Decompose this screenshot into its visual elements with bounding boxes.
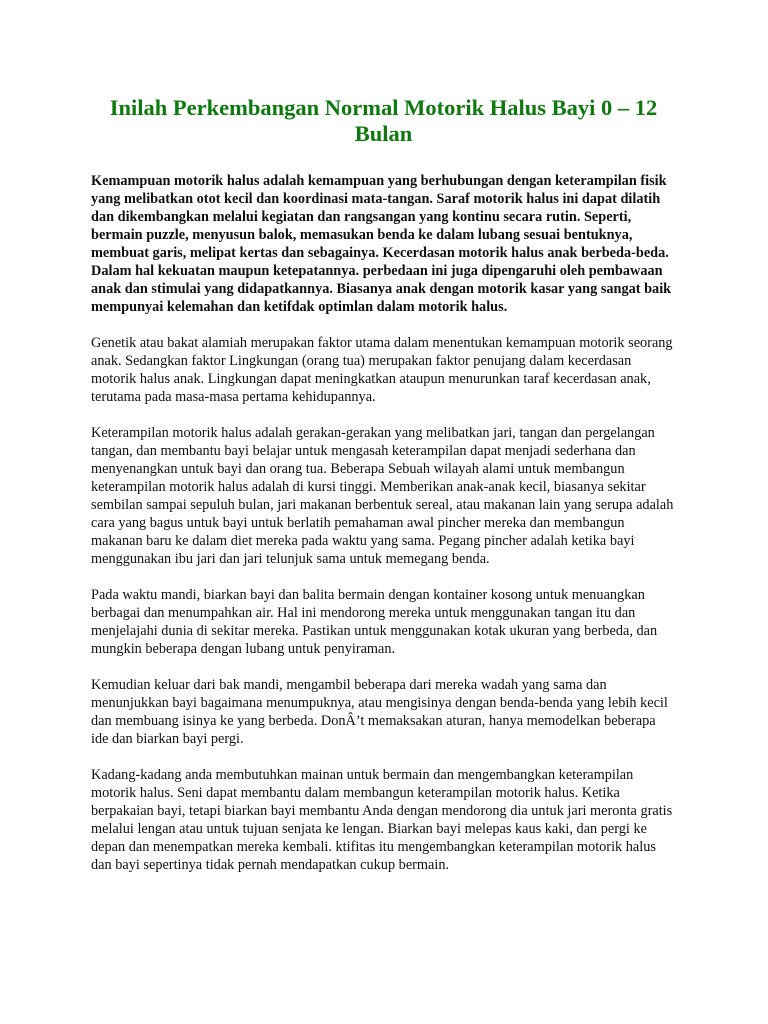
body-paragraph-toys-and-art: Kadang-kadang anda membutuhkan mainan untuk bermain dan mengembangkan keterampilan motorik halus. Seni dapat membantu dalam membangun keterampilan motorik halus. Ketika berpakaian bayi, tetapi biarkan bayi membantu Anda dengan mendorong dia untuk jari meronta gratis melalui lengan atau untuk tujuan senjata ke lengan. Biarkan bayi melepas kaus kaki, dan pergi ke depan dan menempatkan mereka kembali. ktifitas itu mengembangkan keterampilan motorik halus dan bayi sepertinya tidak pernah mendapatkan cukup bermain.: [91, 767, 673, 873]
document-title: Inilah Perkembangan Normal Motorik Halus Bayi 0 – 12 Bulan: [109, 95, 658, 146]
body-paragraph-fine-motor-skills: Keterampilan motorik halus adalah gerakan-gerakan yang melibatkan jari, tangan dan pergelangan tangan, dan membantu bayi belajar untuk mengasah keterampilan dapat menjadi sederhana dan menyenangkan untuk bayi dan orang tua. Beberapa Sebuah wilayah alami untuk membangun keterampilan motorik halus adalah di kursi tinggi. Memberikan anak-anak kecil, biasanya sekitar sembilan sampai sepuluh bulan, jari makanan berbentuk sereal, atau makanan lain yang serupa adalah cara yang bagus untuk bayi untuk berlatih pemahaman awal pincher mereka dan membangun makanan baru ke dalam diet mereka pada waktu yang sama. Pegang pincher adalah ketika bayi menggunakan ibu jari dan jari telunjuk sama untuk memegang benda.: [91, 425, 674, 567]
body-paragraph-genetics: Genetik atau bakat alamiah merupakan faktor utama dalam menentukan kemampuan motorik seorang anak. Sedangkan faktor Lingkungan (orang tua) merupakan faktor penujang dalam kecerdasan motorik halus anak. Lingkungan dapat meningkatkan ataupun menurunkan taraf kecerdasan anak, terutama pada masa-masa pertama kehidupannya.: [91, 335, 673, 405]
body-paragraph-bath-time: Pada waktu mandi, biarkan bayi dan balita bermain dengan kontainer kosong untuk menuangkan berbagai dan menumpahkan air. Hal ini mendorong mereka untuk menggunakan tangan itu dan menjelajahi dunia di sekitar mereka. Pastikan untuk menggunakan kotak ukuran yang berbeda, dan mungkin beberapa dengan lubang untuk penyiraman.: [91, 587, 658, 657]
body-paragraph-after-bath: Kemudian keluar dari bak mandi, mengambil beberapa dari mereka wadah yang sama dan menunjukkan bayi bagaimana menumpuknya, atau mengisinya dengan benda-benda yang lebih kecil dan membuang isinya ke yang berbeda. DonÂ’t memaksakan aturan, hanya memodelkan beberapa ide dan biarkan bayi pergi.: [91, 677, 668, 747]
intro-paragraph: Kemampuan motorik halus adalah kemampuan yang berhubungan dengan keterampilan fisik yang melibatkan otot kecil dan koordinasi mata-tangan. Saraf motorik halus ini dapat dilatih dan dikembangkan melalui kegiatan dan rangsangan yang kontinu secara rutin. Seperti, bermain puzzle, menyusun balok, memasukan benda ke dalam lubang sesuai bentuknya, membuat garis, melipat kertas dan sebagainya. Kecerdasan motorik halus anak berbeda-beda. Dalam hal kekuatan maupun ketepatannya. perbedaan ini juga dipengaruhi oleh pembawaan anak dan stimulai yang didapatkannya. Biasanya anak dengan motorik kasar yang sangat baik mempunyai kelemahan dan ketifdak optimlan dalam motorik halus.: [91, 173, 672, 315]
